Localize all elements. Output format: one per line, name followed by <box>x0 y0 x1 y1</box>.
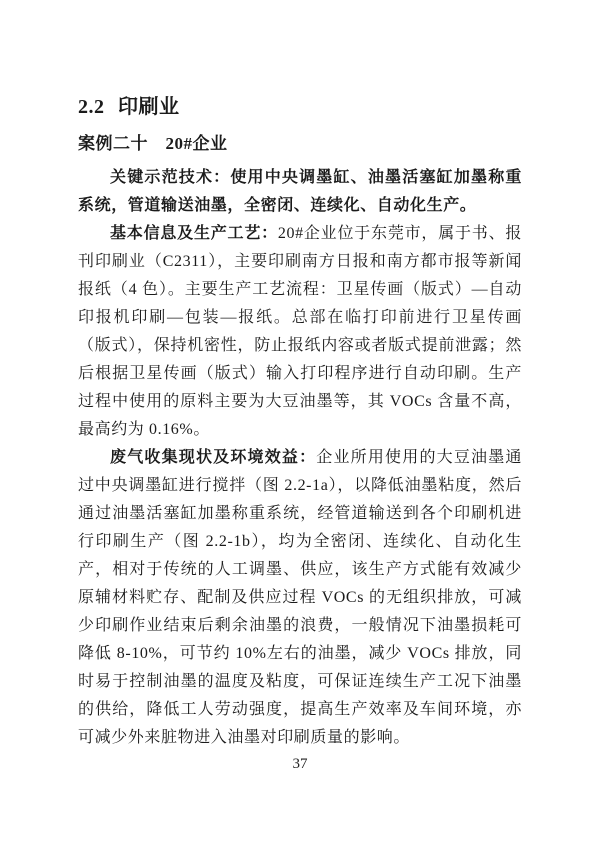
section-number: 2.2 <box>78 96 105 118</box>
key-technology-paragraph: 关键示范技术：使用中央调墨缸、油墨活塞缸加墨称重系统，管道输送油墨，全密闭、连续化、自动化生产。 <box>78 169 522 214</box>
paragraph-basic-info <box>78 220 522 444</box>
paragraph-basic-info-label: 基本信息及生产工艺： <box>110 225 278 242</box>
case-heading: 案例二十 20#企业 <box>78 134 228 153</box>
section-heading <box>78 94 522 120</box>
paragraph-exhaust-benefit-label: 废气收集现状及环境效益： <box>110 449 317 466</box>
paragraph-basic-info-text: 20#企业位于东莞市，属于书、报刊印刷业（C2311），主要印刷南方日报和南方都市报等新闻报纸（4 色）。主要生产工艺流程：卫星传画（版式）—自动印报机印刷—包装—报纸。总部在临打印前进行卫星传画（版式），保持机密性，防止报纸内容或者版式提前泄露；然后根据卫星传画（版式）输入打印程序进行自动印刷。生产过程中使用的原料主要为大豆油墨等，其 VOCs 含量不高，最高约为 0.16%。 <box>78 225 522 438</box>
paragraph-exhaust-benefit <box>78 444 522 752</box>
page-number: 37 <box>292 756 308 772</box>
paragraph-exhaust-benefit-text: 企业所用使用的大豆油墨通过中央调墨缸进行搅拌（图 2.2-1a），以降低油墨粘度，然后通过油墨活塞缸加墨称重系统，经管道输送到各个印刷机进行印刷生产（图 2.2-1b），均为全密闭、连续化、自动化生产，相对于传统的人工调墨、供应，该生产方式能有效减少原辅材料贮存、配制及供应过程 VOCs 的无组织排放，可减少印刷作业结束后剩余油墨的浪费，一般情况下油墨损耗可降低 8-10%，可节约 10%左右的油墨，减少 VOCs 排放，同时易于控制油墨的温度及粘度，可保证连续生产工况下油墨的供给，降低工人劳动强度，提高生产效率及车间环境，亦可减少外来脏物进入油墨对印刷质量的影响。 <box>78 449 522 746</box>
section-title: 印刷业 <box>118 96 180 118</box>
